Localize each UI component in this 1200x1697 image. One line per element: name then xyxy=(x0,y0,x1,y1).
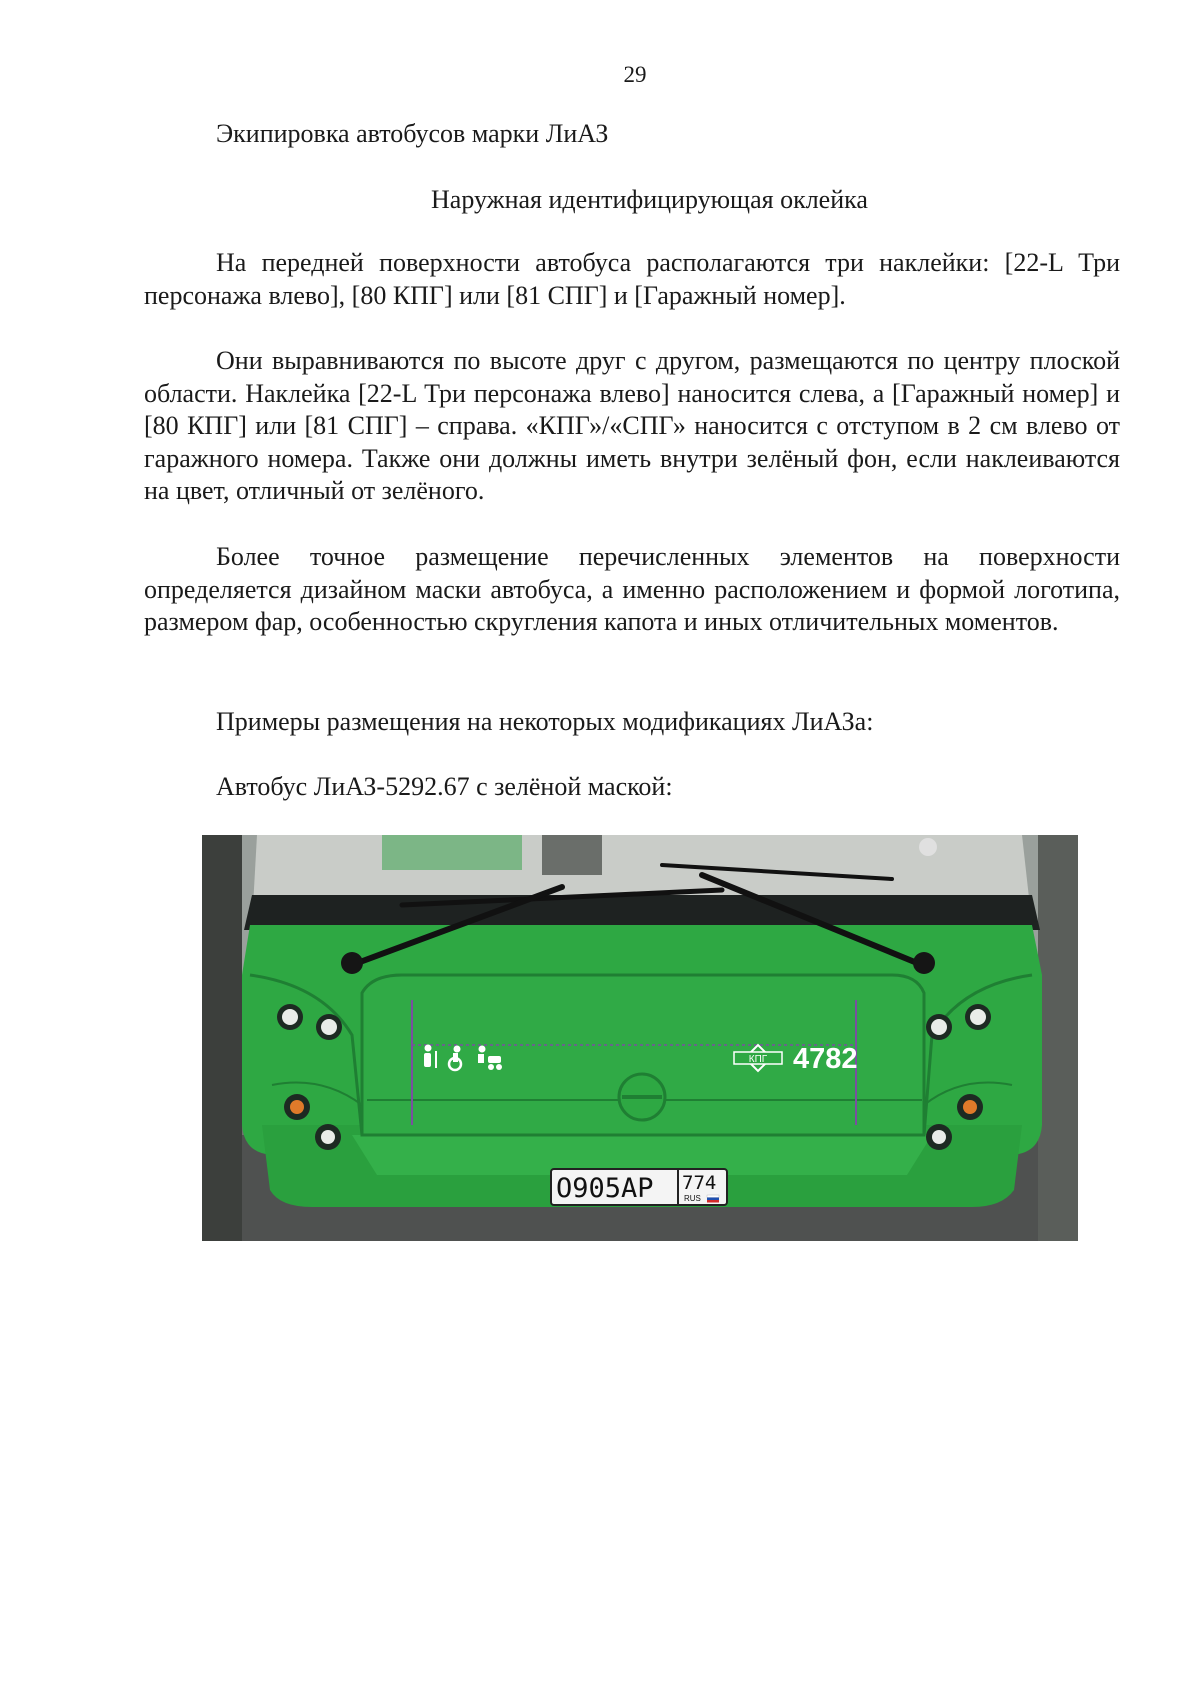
garage-number: 4782 xyxy=(793,1043,858,1075)
paragraph-1: На передней поверхности автобуса располагаются три наклейки: [22-L Три персонажа влево], [80 КПГ] или [81 СПГ] и [Гаражный номер]. xyxy=(144,248,1120,310)
plate-region: 774 xyxy=(682,1172,717,1194)
bus-front-photo xyxy=(202,835,1078,1241)
plate-number: О905АР xyxy=(556,1173,654,1204)
plate-country: RUS xyxy=(684,1194,701,1203)
subsection-title: Наружная идентифицирующая оклейка xyxy=(431,185,868,214)
examples-intro: Примеры размещения на некоторых модификациях ЛиАЗа: xyxy=(216,707,874,736)
liaz-logo-icon xyxy=(619,1074,665,1120)
kpg-badge-text: КПГ xyxy=(748,1054,768,1065)
paragraph-3: Более точное размещение перечисленных элементов на поверхности определяется дизайном маски автобуса, а именно расположением и формой логотипа, размером фар, особенностью скругления капота и иных отличительных моментов. xyxy=(144,542,1120,636)
section-title: Экипировка автобусов марки ЛиАЗ xyxy=(216,119,609,148)
page-number: 29 xyxy=(623,62,647,87)
paragraph-2: Они выравниваются по высоте друг с другом, размещаются по центру плоской области. Наклейка [22-L Три персонажа влево] наносится слева, а [Гаражный номер] и [80 КПГ] или [81 СПГ] – справа. «КПГ»/«СПГ» наносится с отступом в 2 см влево от гаражного номера. Также они должны иметь внутри зелёный фон, если наклеиваются на цвет, отличный от зелёного. xyxy=(144,346,1120,505)
example-caption: Автобус ЛиАЗ-5292.67 с зелёной маской: xyxy=(216,772,673,801)
